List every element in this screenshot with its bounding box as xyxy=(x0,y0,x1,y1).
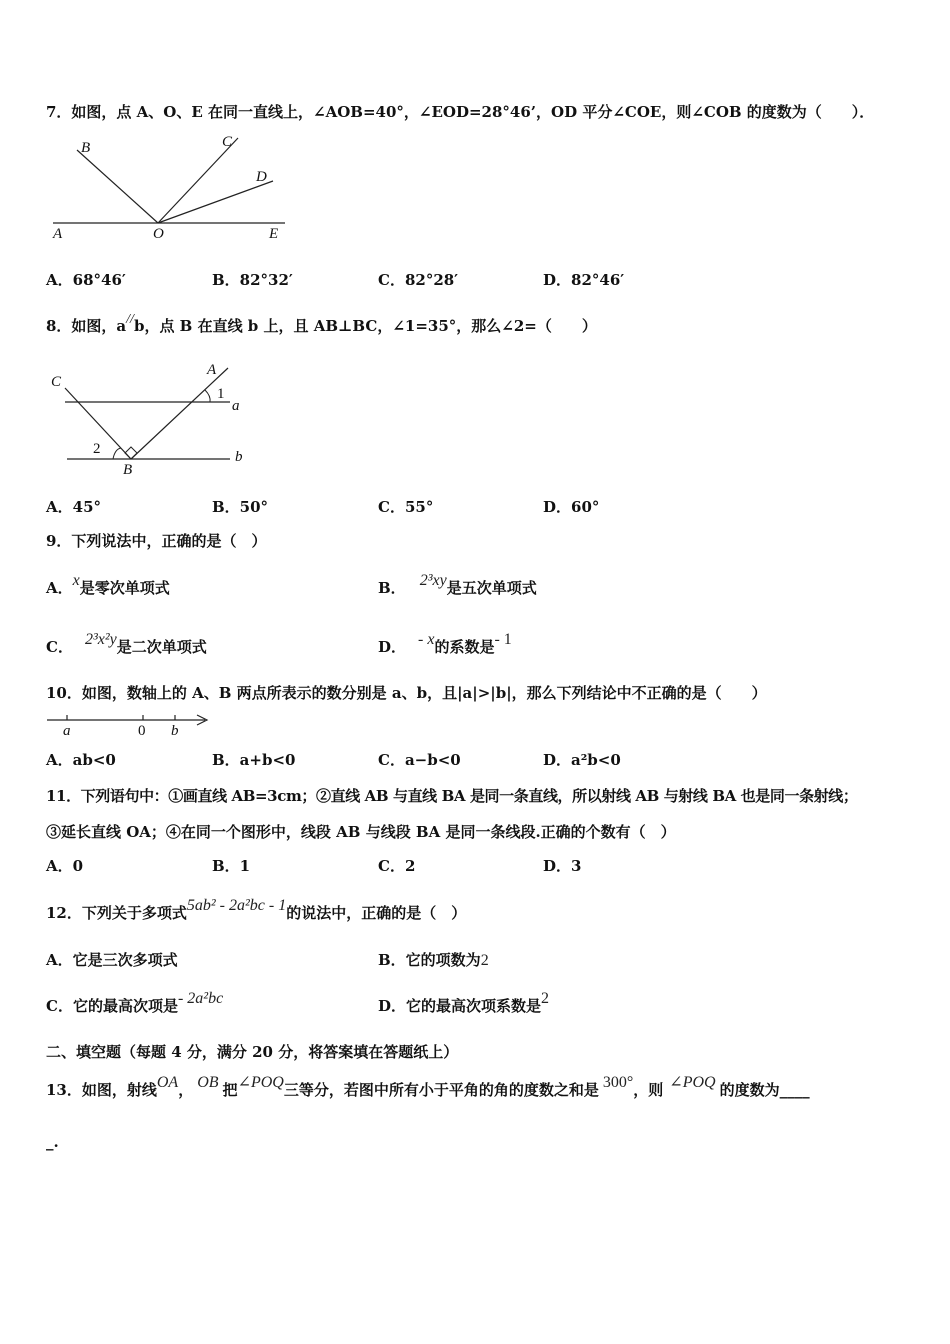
q7-option-c: C．82°28′ xyxy=(378,271,459,289)
q8-label-a: A xyxy=(207,362,217,378)
q11-stem-line1: 11．下列语句中：①画直线 AB=3cm；②直线 AB 与直线 BA 是同一条直线，所以射线 AB 与射线 BA 也是同一条射线； xyxy=(46,787,858,805)
q9-option-a xyxy=(46,572,170,599)
q10-option-d: D．a²b<0 xyxy=(543,751,621,769)
q13-ray-oa: OA xyxy=(156,1074,179,1091)
q9-option-c-math: 2³x²y xyxy=(84,631,117,648)
ray-ob xyxy=(77,150,158,223)
q8-option-d: D．60° xyxy=(543,498,600,516)
q12-stem xyxy=(46,897,467,924)
q13-part1: 13．如图，射线 xyxy=(46,1081,157,1099)
q10-option-b: B．a+b<0 xyxy=(212,751,296,769)
q12-option-d-math: 2 xyxy=(541,990,550,1007)
q8-option-b: B．50° xyxy=(212,498,269,516)
q9-option-d-label: D． xyxy=(378,638,407,656)
q9-option-c-text: 是二次单项式 xyxy=(116,638,207,656)
q7-option-b: B．82°32′ xyxy=(212,271,293,289)
q13-ray-ob: OB xyxy=(197,1074,219,1091)
q12-option-b xyxy=(378,950,489,971)
q9-option-b-math: 2³xy xyxy=(419,572,447,589)
q9-option-d-text: 的系数是 xyxy=(434,638,495,656)
q10-number-line xyxy=(45,710,225,740)
q8-stem xyxy=(46,312,597,338)
q10-option-c: C．a−b<0 xyxy=(378,751,461,769)
q11-option-c: C．2 xyxy=(378,857,416,875)
q11-option-b: B．1 xyxy=(212,857,251,875)
right-angle-mark xyxy=(125,447,137,459)
section2-heading: 二、填空题（每题 4 分，满分 20 分，将答案填在答题纸上） xyxy=(46,1043,459,1061)
q9-option-a-math: x xyxy=(72,572,80,589)
q8-label-line-a: a xyxy=(232,398,240,414)
q9-option-c xyxy=(46,631,207,658)
q8-label-c: C xyxy=(51,374,62,390)
q12-option-a-text: A．它是三次多项式 xyxy=(46,951,178,969)
parallel-symbol: // xyxy=(126,312,134,327)
q12-option-b-text: B．它的项数为 xyxy=(378,951,481,969)
q12-option-d xyxy=(378,990,550,1017)
angle-1-arc xyxy=(205,390,210,402)
q13-sum: 300° xyxy=(602,1074,634,1091)
q9-option-a-text: 是零次单项式 xyxy=(79,579,170,597)
q10-label-0: 0 xyxy=(138,723,146,739)
q12-option-d-text: D．它的最高次项系数是 xyxy=(378,997,542,1015)
q7-stem: 7．如图，点 A、O、E 在同一直线上，∠AOB=40°，∠EOD=28°46’，OD 平分∠COE，则∠COB 的度数为（ ）． xyxy=(46,103,875,121)
q7-option-a: A．68°46′ xyxy=(46,271,126,289)
q10-stem: 10．如图，数轴上的 A、B 两点所表示的数分别是 a、b，且|a|>|b|，那么下列结论中不正确的是（ ） xyxy=(46,684,767,702)
q7-label-a: A xyxy=(53,226,63,242)
q8-label-1: 1 xyxy=(217,386,225,402)
q9-option-b xyxy=(378,572,537,599)
ray-oc xyxy=(158,138,238,223)
q13-part2: ， xyxy=(178,1081,194,1099)
q7-figure xyxy=(45,128,295,243)
ray-ba xyxy=(131,368,228,459)
q10-label-b: b xyxy=(171,723,179,739)
q13-angle-poq: ∠POQ xyxy=(237,1074,284,1091)
q8-label-2: 2 xyxy=(93,441,101,457)
q13-part3: 把 xyxy=(222,1081,238,1099)
q7-label-b: B xyxy=(81,140,91,156)
q13-part4: 三等分，若图中所有小于平角的角的度数之和是 xyxy=(283,1081,599,1099)
q8-option-c: C．55° xyxy=(378,498,434,516)
q9-option-d-math2: - 1 xyxy=(494,631,512,648)
q7-label-c: C xyxy=(222,134,233,150)
q9-stem: 9．下列说法中，正确的是（ ） xyxy=(46,532,267,550)
q7-label-d: D xyxy=(256,169,267,185)
q9-option-b-text: 是五次单项式 xyxy=(446,579,537,597)
q7-label-o: O xyxy=(153,226,164,242)
q11-option-d: D．3 xyxy=(543,857,582,875)
q10-option-a: A．ab<0 xyxy=(46,751,116,769)
q12-option-b-math: 2 xyxy=(480,952,489,969)
q9-option-d-math: - x xyxy=(418,631,435,648)
q13-stem xyxy=(46,1074,810,1101)
q10-label-a: a xyxy=(63,723,71,739)
q8-stem-post: b，点 B 在直线 b 上，且 AB⊥BC，∠1=35°，那么∠2=（ ） xyxy=(133,317,597,335)
q9-option-c-label: C． xyxy=(46,638,73,656)
q12-option-c xyxy=(46,990,224,1017)
q12-stem-pre: 12．下列关于多项式 xyxy=(46,904,187,922)
q9-option-a-label: A． xyxy=(46,579,73,597)
q12-option-a xyxy=(46,950,178,970)
q11-stem-line2: ③延长直线 OA；④在同一个图形中，线段 AB 与线段 BA 是同一条线段.正确的个数有（ ） xyxy=(46,823,676,841)
q13-part5: ，则 xyxy=(633,1081,664,1099)
q13-blank-continuation: _. xyxy=(46,1133,59,1151)
q11-option-a: A．0 xyxy=(46,857,84,875)
q9-option-b-label: B． xyxy=(378,579,406,597)
q8-label-line-b: b xyxy=(235,449,243,465)
angle-2-arc xyxy=(113,448,121,459)
q8-label-b: B xyxy=(123,462,133,478)
q9-option-d xyxy=(378,631,512,658)
q12-stem-post: 的说法中，正确的是（ ） xyxy=(286,904,467,922)
q7-option-d: D．82°46′ xyxy=(543,271,625,289)
q8-stem-pre: 8．如图，a xyxy=(46,317,127,335)
q13-angle-poq-2: ∠POQ xyxy=(669,1074,716,1091)
q8-figure xyxy=(45,362,255,477)
q7-label-e: E xyxy=(269,226,279,242)
q8-option-a: A．45° xyxy=(46,498,102,516)
q12-option-c-text: C．它的最高次项是 xyxy=(46,997,178,1015)
ray-od xyxy=(158,181,273,223)
q12-polynomial: 5ab² - 2a²bc - 1 xyxy=(186,897,287,914)
q13-part6: 的度数为____ xyxy=(719,1081,810,1099)
q12-option-c-math: - 2a²bc xyxy=(177,990,224,1007)
